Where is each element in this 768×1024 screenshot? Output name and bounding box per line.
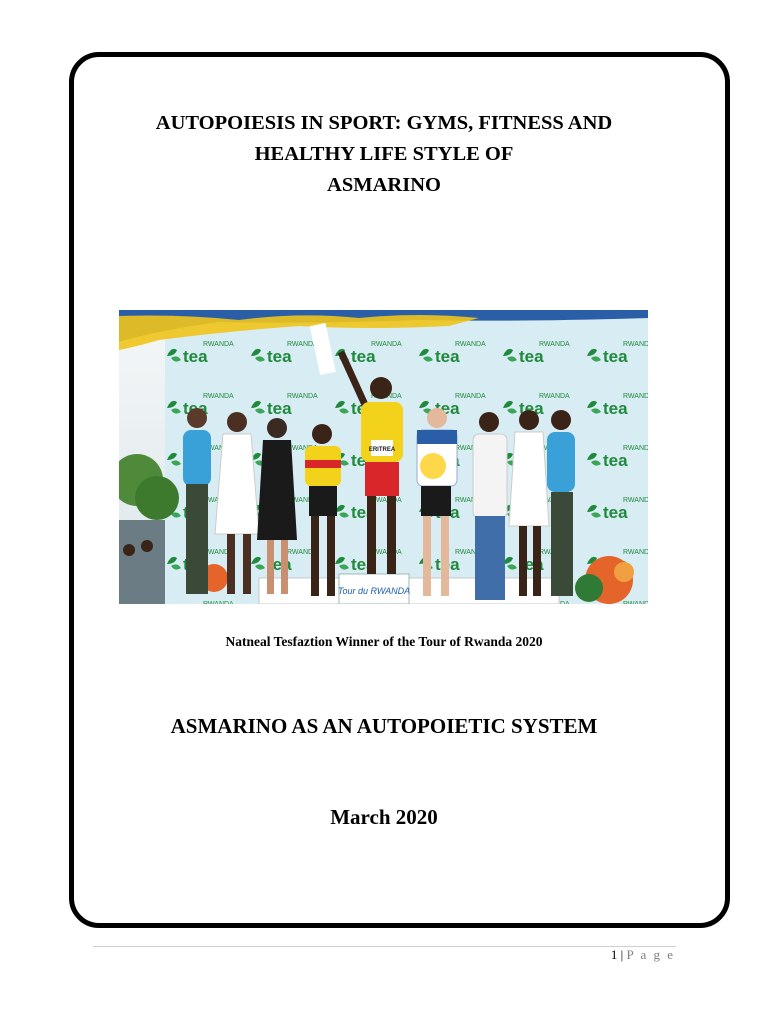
- page-separator: |: [620, 947, 624, 962]
- title-line-1: AUTOPOIESIS IN SPORT: GYMS, FITNESS AND: [155, 112, 613, 134]
- podium-photo: [119, 310, 648, 604]
- footer-divider: [93, 946, 676, 947]
- page-number: 1: [610, 947, 618, 962]
- document-subtitle: ASMARINO AS AN AUTOPOIETIC SYSTEM: [170, 714, 598, 738]
- title-line-2: HEALTHY LIFE STYLE OF: [254, 143, 514, 165]
- document-title: [90, 108, 678, 201]
- title-line-3: ASMARINO: [327, 174, 441, 196]
- svg-text:Tour du RWANDA: Tour du RWANDA: [337, 586, 411, 596]
- page-label: P a g e: [626, 947, 675, 962]
- document-date: March 2020: [330, 805, 438, 829]
- page-footer: [611, 947, 675, 963]
- photo-caption: Natneal Tesfaztion Winner of the Tour of Rwanda 2020: [225, 634, 543, 649]
- svg-text:ERITREA: ERITREA: [368, 447, 396, 453]
